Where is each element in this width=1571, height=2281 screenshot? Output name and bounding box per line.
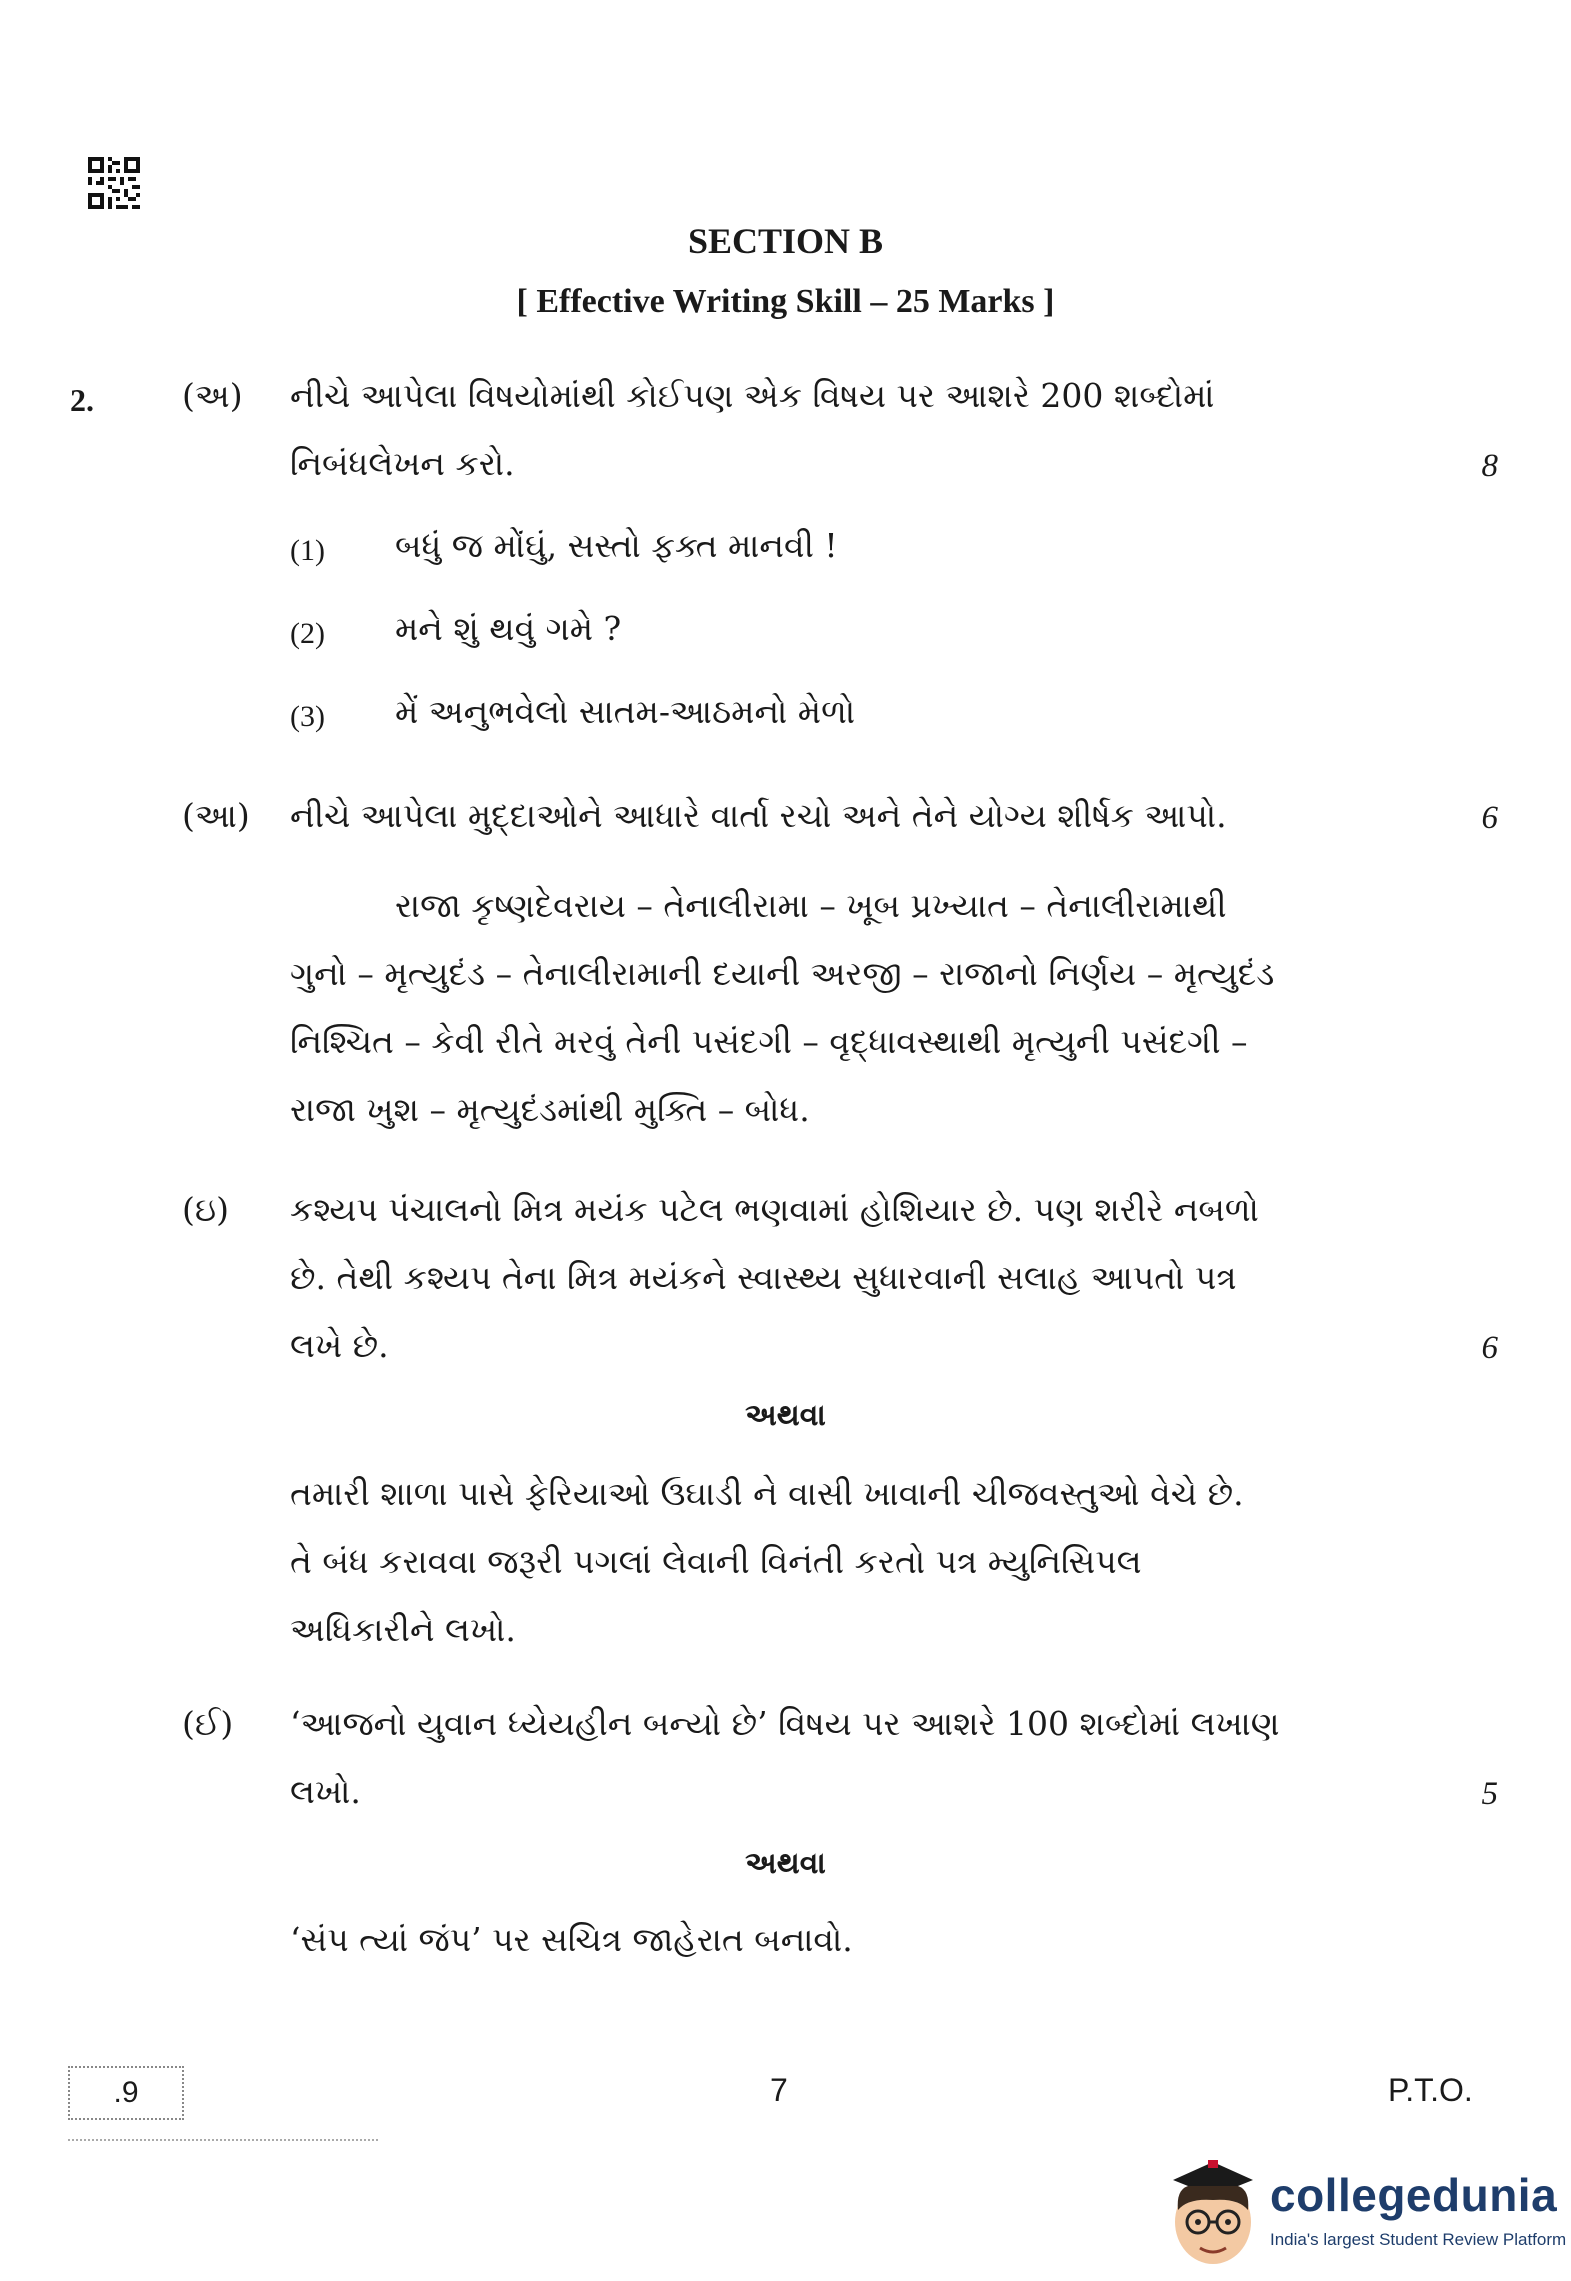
part-c-alt-line-3: અધિકારીને લખો.: [290, 1610, 516, 1649]
option-1-number: (1): [290, 534, 325, 567]
pto-label: P.T.O.: [1388, 2072, 1473, 2108]
part-d-line-2: લખો.: [290, 1772, 361, 1811]
part-b-line-1: રાજા કૃષ્ણદેવરાય – તેનાલીરામા – ખૂબ પ્રખ્યાત – તેનાલીરામાથી: [395, 886, 1227, 925]
part-b-instruction: નીચે આપેલા મુદ્દાઓને આધારે વાર્તા રચો અને તેને યોગ્ય શીર્ષક આપો.: [290, 796, 1227, 835]
option-2-text: મને શું થવું ગમે ?: [395, 609, 622, 648]
part-a-line-2: નિબંધલેખન કરો.: [290, 444, 515, 483]
option-1-text: બધું જ મોંઘું, સસ્તો ફક્ત માનવી !: [395, 526, 838, 565]
part-c-or: અથવા: [745, 1398, 826, 1433]
part-c-alt-line-2: તે બંધ કરાવવા જરૂરી પગલાં લેવાની વિનંતી કરતો પત્ર મ્યુનિસિપલ: [290, 1542, 1142, 1581]
part-a-line-1: નીચે આપેલા વિષયોમાંથી કોઈપણ એક વિષય પર આશરે 200 શબ્દોમાં: [290, 376, 1215, 415]
option-3-number: (3): [290, 700, 325, 733]
section-title: SECTION B: [687, 221, 884, 261]
part-c-line-3: લખે છે.: [290, 1326, 389, 1365]
question-number: 2.: [70, 382, 94, 418]
part-b-line-3: નિશ્ચિત – કેવી રીતે મરવું તેની પસંદગી – વૃદ્ધાવસ્થાથી મૃત્યુની પસંદગી –: [290, 1022, 1248, 1061]
brand-tagline: India's largest Student Review Platform: [1270, 2230, 1567, 2249]
part-c-line-2: છે. તેથી કશ્યપ તેના મિત્ર મયંકને સ્વાસ્થ્ય સુધારવાની સલાહ આપતો પત્ર: [290, 1258, 1237, 1297]
part-a-marks: 8: [1481, 448, 1498, 484]
part-b-label: (આ): [182, 796, 250, 835]
part-c-alt-line-1: તમારી શાળા પાસે ફેરિયાઓ ઉઘાડી ને વાસી ખાવાની ચીજવસ્તુઓ વેચે છે.: [290, 1474, 1244, 1513]
paper-code: .9: [68, 2066, 184, 2120]
option-3-text: મેં અનુભવેલો સાતમ-આઠમનો મેળો: [395, 692, 856, 731]
footer-divider: [68, 2139, 378, 2141]
part-d-marks: 5: [1481, 1776, 1498, 1812]
part-b-marks: 6: [1481, 800, 1498, 836]
brand-logo-text: collegedunia: [1270, 2169, 1558, 2221]
page-number: 7: [770, 2072, 788, 2108]
mascot-logo-icon: [1158, 2140, 1268, 2275]
part-c-marks: 6: [1481, 1330, 1498, 1366]
qr-code-icon: [88, 157, 140, 209]
part-d-label: (ઈ): [182, 1704, 234, 1743]
part-d-alt: ‘સંપ ત્યાં જંપ’ પર સચિત્ર જાહેરાત બનાવો.: [290, 1920, 853, 1959]
option-2-number: (2): [290, 617, 325, 650]
part-a-label: (અ): [182, 376, 243, 415]
part-d-line-1: ‘આજનો યુવાન ધ્યેયહીન બન્યો છે’ વિષય પર આશરે 100 શબ્દોમાં લખાણ: [290, 1704, 1280, 1743]
part-b-line-4: રાજા ખુશ – મૃત્યુદંડમાંથી મુક્તિ – બોધ.: [290, 1090, 810, 1129]
section-subtitle: [ Effective Writing Skill – 25 Marks ]: [516, 283, 1055, 320]
part-b-line-2: ગુનો – મૃત્યુદંડ – તેનાલીરામાની દયાની અરજી – રાજાનો નિર્ણય – મૃત્યુદંડ: [290, 954, 1275, 993]
part-c-label: (ઇ): [182, 1190, 229, 1229]
part-c-line-1: કશ્યપ પંચાલનો મિત્ર મયંક પટેલ ભણવામાં હોશિયાર છે. પણ શરીરે નબળો: [290, 1190, 1259, 1229]
part-d-or: અથવા: [745, 1846, 826, 1881]
